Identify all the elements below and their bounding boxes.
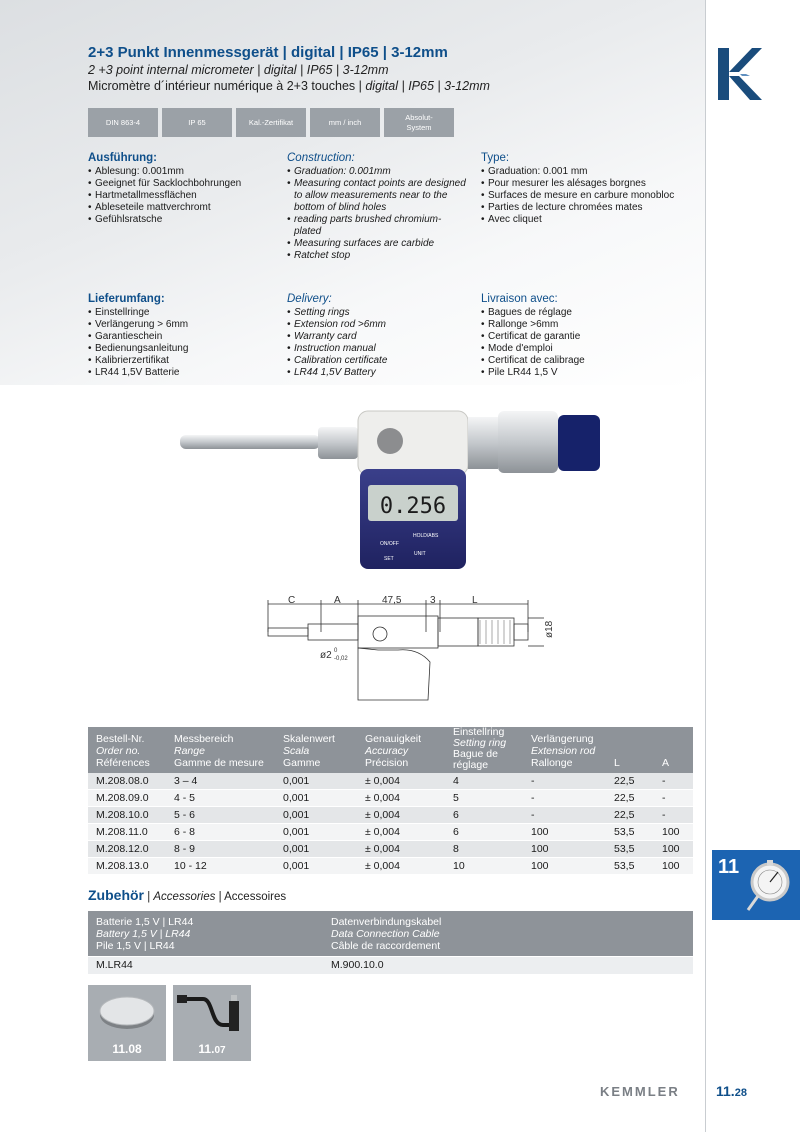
table-header: [88, 727, 693, 773]
feature-item: • reading parts brushed chromium-plated: [287, 214, 467, 238]
delivery-item: • Certificat de calibrage: [481, 355, 696, 367]
delivery-item: • Verlängerung > 6mm: [88, 319, 278, 331]
features-english-heading: Construction:: [287, 152, 355, 164]
order-table: [88, 727, 693, 875]
delivery-item: • Setting rings: [287, 307, 467, 319]
features-english: [287, 152, 467, 262]
header-range: Messbereich Range Gamme de mesure: [174, 733, 264, 769]
feature-item: • Surfaces de mesure en carbure monobloc: [481, 190, 696, 202]
delivery-item: • Bedienungsanleitung: [88, 343, 278, 355]
table-row: M.208.10.0 5 - 6 0,001 ± 0,004 6 - 22,5 -: [88, 807, 693, 824]
delivery-item: • Garantieschein: [88, 331, 278, 343]
delivery-item: • LR44 1,5V Batterie: [88, 367, 278, 379]
header-scale: Skalenwert Scala Gamme: [283, 733, 335, 769]
delivery-french-heading: Livraison avec:: [481, 293, 558, 305]
header-a: A: [662, 757, 670, 769]
accessories-row: [88, 957, 693, 974]
badge-units: mm / inch: [310, 108, 380, 137]
title-block: [88, 44, 698, 94]
dim-tol-sup: 0: [334, 648, 338, 654]
feature-item: • Gefühlsratsche: [88, 214, 278, 226]
delivery-german: [88, 293, 278, 379]
technical-drawing: [258, 592, 558, 712]
accessory-battery-label: Batterie 1,5 V | LR44 Battery 1,5 V | LR44 Pile 1,5 V | LR44: [96, 916, 194, 952]
feature-item: • Parties de lecture chromées mates: [481, 202, 696, 214]
dim-c-label: C: [288, 595, 296, 606]
feature-item: • Ableseteile mattverchromt: [88, 202, 278, 214]
feature-item: • Ablesung: 0.001mm: [88, 166, 278, 178]
delivery-item: • Instruction manual: [287, 343, 467, 355]
table-row: M.208.08.0 3 – 4 0,001 ± 0,004 4 - 22,5 -: [88, 773, 693, 790]
dim-l-label: L: [472, 595, 478, 606]
margin-rule: [705, 0, 706, 1132]
delivery-item: • LR44 1,5V Battery: [287, 367, 467, 379]
cable-thumbnail[interactable]: [173, 985, 251, 1061]
delivery-item: • Bagues de réglage: [481, 307, 696, 319]
delivery-english: [287, 293, 467, 379]
accessory-battery-ref: M.LR44: [96, 959, 133, 971]
features-german: [88, 152, 278, 226]
dial-gauge-icon: [742, 858, 794, 914]
header-l: L: [614, 757, 620, 769]
unit-button-label: UNIT: [414, 551, 426, 557]
badge-ip: IP 65: [162, 108, 232, 137]
feature-item: • Avec cliquet: [481, 214, 696, 226]
feature-item: • Measuring surfaces are carbide: [287, 238, 467, 250]
delivery-item: • Rallonge >6mm: [481, 319, 696, 331]
delivery-item: • Mode d'emploi: [481, 343, 696, 355]
delivery-item: • Kalibrierzertifikat: [88, 355, 278, 367]
feature-item: • Pour mesurer les alésages borgnes: [481, 178, 696, 190]
delivery-item: • Warranty card: [287, 331, 467, 343]
battery-icon: [88, 985, 166, 1037]
feature-item: • Geeignet für Sacklochbohrungen: [88, 178, 278, 190]
battery-thumbnail[interactable]: [88, 985, 166, 1061]
delivery-item: • Pile LR44 1,5 V: [481, 367, 696, 379]
feature-item: • Graduation: 0.001mm: [287, 166, 467, 178]
dim-a-label: A: [334, 595, 341, 606]
feature-badges: [88, 108, 454, 137]
dim-length-label: 47,5: [382, 595, 402, 606]
cable-page-ref: 11.07: [198, 1042, 226, 1056]
feature-item: • Graduation: 0.001 mm: [481, 166, 696, 178]
kemmler-logo-icon: [716, 46, 762, 102]
delivery-french: [481, 293, 696, 379]
set-button-label: SET: [384, 556, 394, 562]
badge-absolute: Absolut- System: [384, 108, 454, 137]
table-row: M.208.13.0 10 - 12 0,001 ± 0,004 10 100 53,5 100: [88, 858, 693, 875]
dim-3-label: 3: [430, 595, 436, 606]
accessory-cable-ref: M.900.10.0: [331, 959, 384, 971]
accessories-title: Zubehör | Accessories | Accessoires: [88, 887, 287, 903]
chapter-number: 11: [718, 856, 740, 878]
table-row: M.208.11.0 6 - 8 0,001 ± 0,004 6 100 53,5 100: [88, 824, 693, 841]
delivery-english-heading: Delivery:: [287, 293, 332, 305]
dim-tol-sub: -0,02: [334, 656, 348, 662]
features-french: [481, 152, 696, 226]
table-row: M.208.12.0 8 - 9 0,001 ± 0,004 8 100 53,5 100: [88, 841, 693, 858]
features-german-heading: Ausführung:: [88, 152, 157, 164]
delivery-item: • Calibration certificate: [287, 355, 467, 367]
accessories-header: [88, 911, 693, 956]
onoff-button-label: ON/OFF: [380, 541, 399, 547]
header-order-no: Bestell-Nr. Order no. Références: [96, 733, 150, 769]
header-accuracy: Genauigkeit Accuracy Précision: [365, 733, 422, 769]
dim-dia18-label: ø18: [544, 620, 555, 638]
title-german: 2+3 Punkt Innenmessgerät | digital | IP65 | 3-12mm: [88, 44, 448, 61]
footer-brand: KEMMLER: [600, 1084, 680, 1099]
feature-item: • Ratchet stop: [287, 250, 467, 262]
features-french-heading: Type:: [481, 152, 510, 164]
delivery-item: • Extension rod >6mm: [287, 319, 467, 331]
table-row: M.208.09.0 4 - 5 0,001 ± 0,004 5 - 22,5 -: [88, 790, 693, 807]
page-number: 11.28: [716, 1083, 747, 1099]
header-setting-ring: Einstellring Setting ring Bague de réglage: [453, 726, 507, 771]
header-extension: Verlängerung Extension rod Rallonge: [531, 733, 596, 769]
accessory-cable-label: Datenverbindungskabel Data Connection Cable Câble de raccordement: [331, 916, 442, 952]
badge-din: DIN 863-4: [88, 108, 158, 137]
cable-icon: [173, 985, 251, 1037]
badge-calibration: Kal.-Zertifikat: [236, 108, 306, 137]
display-reading: 0.256: [379, 494, 447, 519]
title-french: Micromètre d´intérieur numérique à 2+3 touches | digital | IP65 | 3-12mm: [88, 79, 490, 93]
delivery-german-heading: Lieferumfang:: [88, 293, 165, 305]
hold-button-label: HOLD/ABS: [413, 533, 439, 539]
feature-item: • Hartmetallmessflächen: [88, 190, 278, 202]
title-english: 2 +3 point internal micrometer | digital | IP65 | 3-12mm: [88, 63, 389, 77]
delivery-item: • Einstellringe: [88, 307, 278, 319]
feature-item: • Measuring contact points are designed to allow measurements near to the bottom of blind holes: [287, 178, 467, 214]
micrometer-product-image: [178, 405, 608, 575]
table-body: [88, 773, 693, 875]
dim-dia-tol-label: ø2: [320, 650, 332, 661]
chapter-tab[interactable]: [712, 850, 800, 920]
battery-page-ref: 11.08: [112, 1042, 142, 1056]
delivery-item: • Certificat de garantie: [481, 331, 696, 343]
